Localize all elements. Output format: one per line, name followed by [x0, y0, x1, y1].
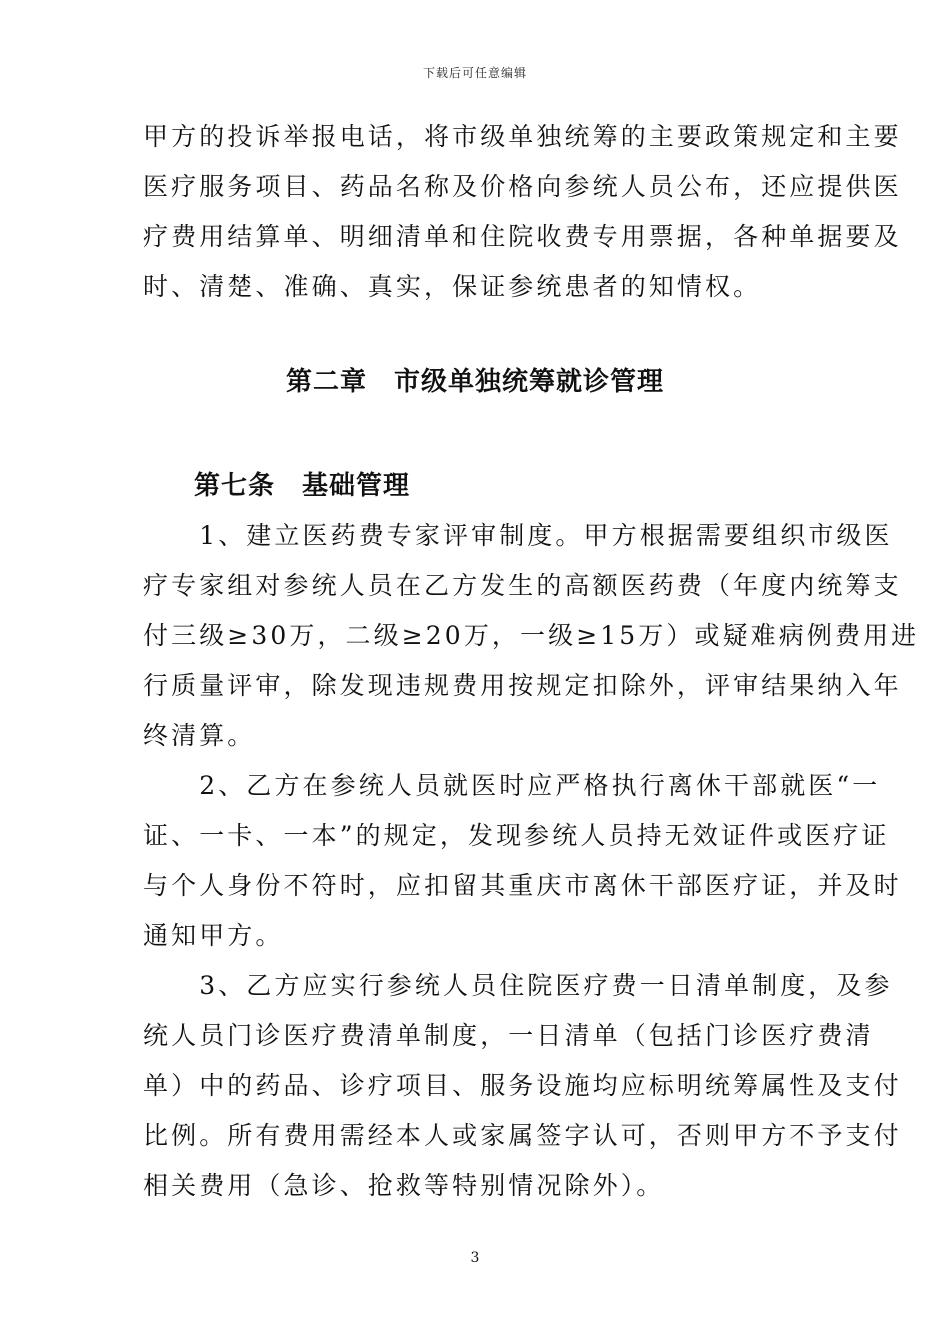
text-line: 2、乙方在参统人员就医时应严格执行离休干部就医“一 [143, 771, 881, 800]
text-line: 行质量评审，除发现违规费用按规定扣除外，评审结果纳入年 [143, 671, 902, 700]
header-note: 下载后可任意编辑 [422, 66, 527, 80]
intro-paragraph [143, 112, 902, 312]
text-line: 证、一卡、一本”的规定，发现参统人员持无效证件或医疗证 [143, 821, 890, 850]
article-title: 第七条 基础管理 [194, 471, 411, 501]
text-line: 1、建立医药费专家评审制度。甲方根据需要组织市级医 [143, 521, 893, 550]
text-line: 统人员门诊医疗费清单制度，一日清单（包括门诊医疗费清 [143, 1021, 874, 1050]
text-line: 3、乙方应实行参统人员住院医疗费一日清单制度，及参 [143, 971, 893, 1000]
text-line: 终清算。 [143, 721, 256, 750]
text-line: 医疗服务项目、药品名称及价格向参统人员公布，还应提供医 [143, 172, 902, 201]
text-line: 付三级≥30万，二级≥20万，一级≥15万）或疑难病例费用进 [143, 621, 920, 650]
text-line: 比例。所有费用需经本人或家属签字认可，否则甲方不予支付 [143, 1121, 902, 1150]
text-line: 单）中的药品、诊疗项目、服务设施均应标明统筹属性及支付 [143, 1071, 902, 1100]
text-line: 疗专家组对参统人员在乙方发生的高额医药费（年度内统筹支 [143, 571, 902, 600]
text-line: 时、清楚、准确、真实，保证参统患者的知情权。 [143, 272, 762, 301]
chapter-title: 第二章 市级单独统筹就诊管理 [285, 367, 664, 397]
page-number: 3 [470, 1250, 480, 1266]
text-line: 甲方的投诉举报电话，将市级单独统筹的主要政策规定和主要 [143, 122, 902, 151]
article-body [143, 511, 920, 1211]
text-line: 疗费用结算单、明细清单和住院收费专用票据，各种单据要及 [143, 222, 902, 251]
text-line: 相关费用（急诊、抢救等特别情况除外）。 [143, 1171, 665, 1200]
text-line: 通知甲方。 [143, 921, 284, 950]
text-line: 与个人身份不符时，应扣留其重庆市离休干部医疗证，并及时 [143, 871, 902, 900]
